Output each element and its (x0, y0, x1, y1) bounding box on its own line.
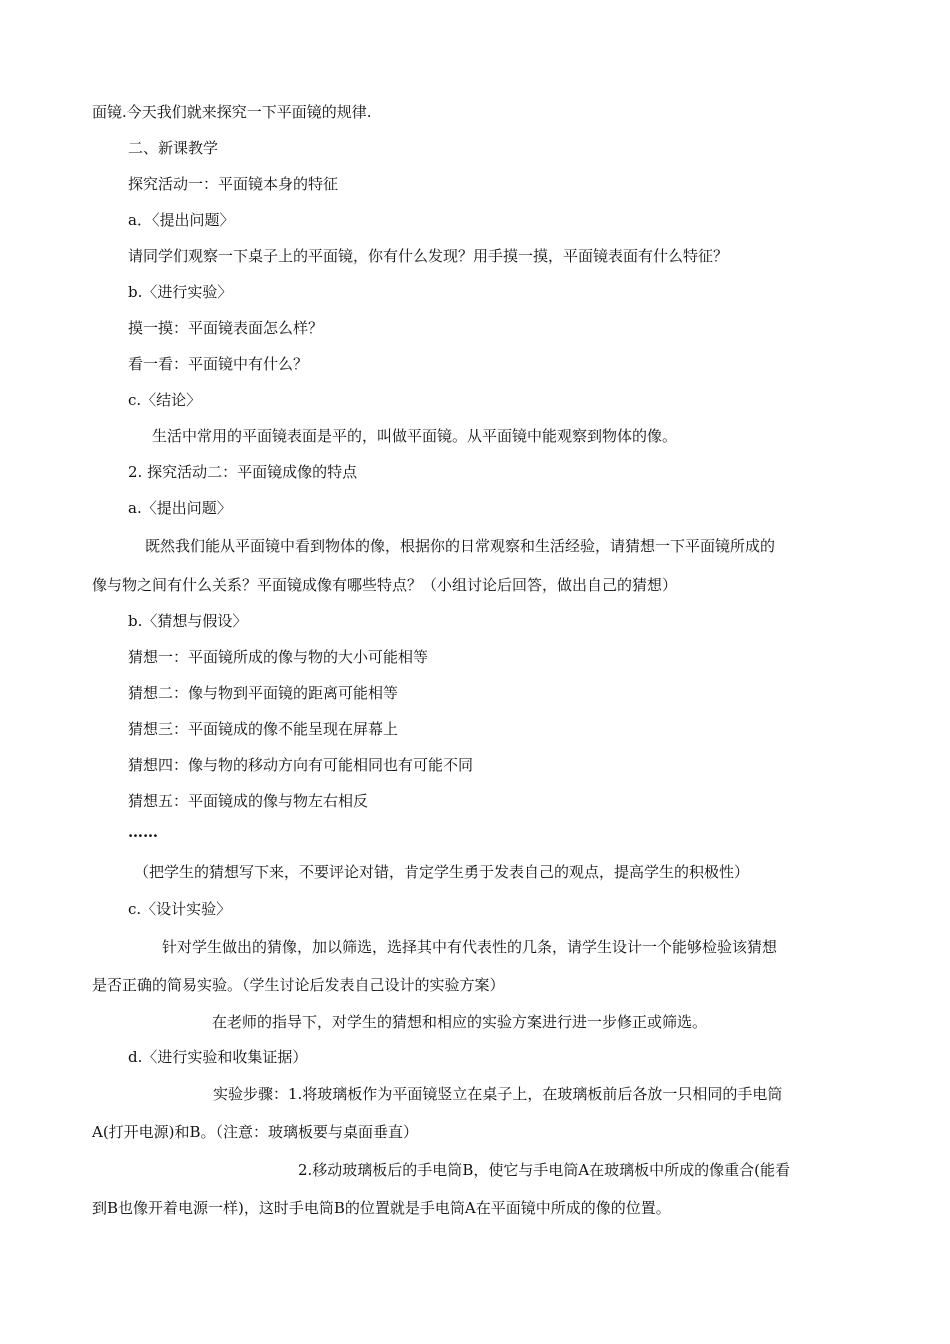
paragraph-line: 实验步骤：1.将玻璃板作为平面镜竖立在桌子上，在玻璃板前后各放一只相同的手电筒 (213, 1085, 783, 1103)
hypothesis-item: 猜想一：平面镜所成的像与物的大小可能相等 (128, 648, 429, 666)
paragraph-line: 像与物之间有什么关系？平面镜成像有哪些特点？（小组讨论后回答，做出自己的猜想） (92, 576, 678, 594)
step-label: a．〈提出问题〉 (128, 211, 235, 229)
paragraph-line: 是否正确的简易实验。（学生讨论后发表自己设计的实验方案） (92, 976, 505, 994)
paragraph-line: 针对学生做出的猜像，加以筛选，选择其中有代表性的几条，请学生设计一个能够检验该猜想 (162, 938, 778, 956)
paragraph-line: （把学生的猜想写下来，不要评论对错，肯定学生勇于发表自己的观点，提高学生的积极性） (134, 863, 750, 881)
activity-heading: 探究活动一：平面镜本身的特征 (128, 175, 339, 193)
ellipsis: …… (128, 823, 158, 841)
paragraph-line: A(打开电源)和B。（注意：玻璃板要与桌面垂直） (92, 1123, 419, 1141)
section-heading: 二、新课教学 (128, 139, 219, 157)
step-label: d.〈进行实验和收集证据） (128, 1048, 308, 1066)
paragraph-line: 生活中常用的平面镜表面是平的，叫做平面镜。从平面镜中能观察到物体的像。 (152, 427, 678, 445)
paragraph-line: 在老师的指导下，对学生的猜想和相应的实验方案进行进一步修正或筛选。 (212, 1013, 708, 1031)
step-label: b.〈猜想与假设〉 (128, 612, 248, 630)
activity-heading: 2. 探究活动二：平面镜成像的特点 (128, 463, 358, 481)
hypothesis-item: 猜想二：像与物到平面镜的距离可能相等 (128, 684, 399, 702)
paragraph-line: 请同学们观察一下桌子上的平面镜，你有什么发现？用手摸一摸，平面镜表面有什么特征？ (128, 247, 729, 265)
paragraph-line: 既然我们能从平面镜中看到物体的像，根据你的日常观察和生活经验，请猜想一下平面镜所成的 (145, 537, 776, 555)
paragraph-line: 2.移动玻璃板后的手电筒B，使它与手电筒A在玻璃板中所成的像重合(能看 (298, 1161, 791, 1179)
step-label: b.〈进行实验〉 (128, 283, 233, 301)
paragraph-line: 面镜.今天我们就来探究一下平面镜的规律. (92, 103, 372, 121)
step-label: c.〈结论〉 (128, 391, 202, 409)
hypothesis-item: 猜想五：平面镜成的像与物左右相反 (128, 792, 369, 810)
hypothesis-item: 猜想四：像与物的移动方向有可能相同也有可能不同 (128, 756, 474, 774)
step-label: a.〈提出问题〉 (128, 499, 232, 517)
step-label: c.〈设计实验〉 (128, 900, 232, 918)
paragraph-line: 摸一摸：平面镜表面怎么样？ (128, 319, 324, 337)
paragraph-line: 到B也像开着电源一样)，这时手电筒B的位置就是手电筒A在平面镜中所成的像的位置。 (92, 1199, 671, 1217)
paragraph-line: 看一看：平面镜中有什么？ (128, 355, 309, 373)
hypothesis-item: 猜想三：平面镜成的像不能呈现在屏幕上 (128, 720, 399, 738)
